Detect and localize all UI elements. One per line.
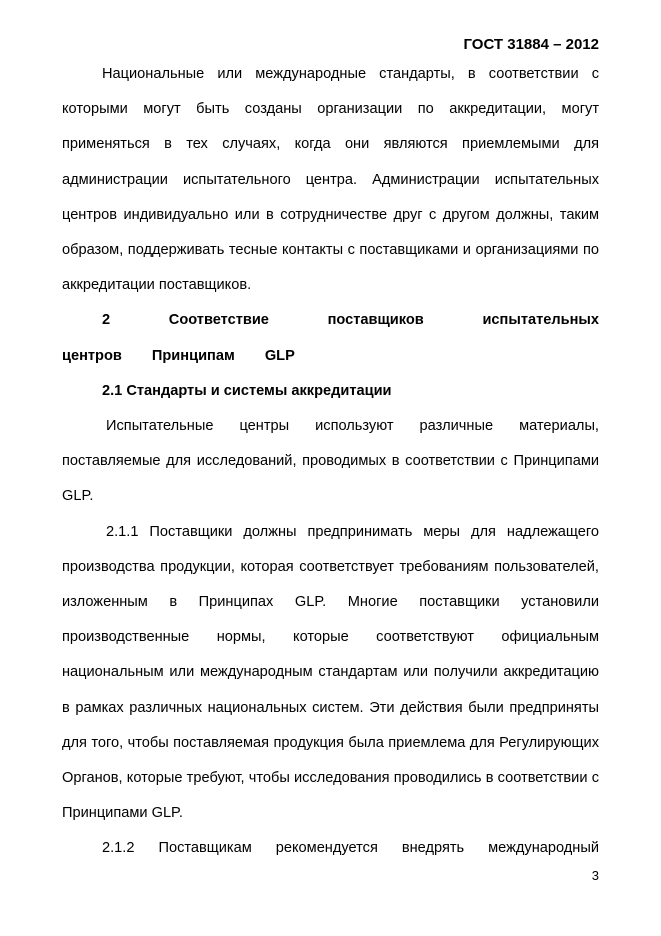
document-body bbox=[62, 57, 599, 867]
paragraph-2-1-1: 2.1.1 Поставщики должны предпринимать меры для надлежащего производства продукции, которая соответствует требованиям пользователей, изложенным в Принципах GLP. Многие поставщики установили производственные нормы, которые соответствуют официальным национальным или международным стандартам или получили аккредитацию в рамках различных национальных систем. Эти действия были предприняты для того, чтобы поставляемая продукция была приемлема для Регулирующих Органов, которые требуют, чтобы исследования проводились в соответствии с Принципами GLP. bbox=[62, 523, 599, 822]
subsection-heading-2-1: 2.1 Стандарты и системы аккредитации bbox=[102, 382, 392, 399]
page-number: 3 bbox=[591, 868, 599, 883]
standard-designation: ГОСТ 31884 – 2012 bbox=[463, 36, 599, 53]
paragraph-national-standards: Национальные или международные стандарты, в соответствии с которыми могут быть созданы организации по аккредитации, могут применяться в тех случаях, когда они являются приемлемыми для администрации испытательного центра. Администрации испытательных центров индивидуально или в сотрудничестве друг с другом должны, таким образом, поддерживать тесные контакты с поставщиками и организациями по аккредитации поставщиков. bbox=[62, 66, 599, 294]
paragraph-test-centers-materials: Испытательные центры используют различные материалы, поставляемые для исследований, проводимых в соответствии с Принципами GLP. bbox=[62, 418, 599, 505]
section-heading-2: 2 Соответствие поставщиков испытательных центров Принципам GLP bbox=[62, 312, 599, 364]
paragraph-2-1-2: 2.1.2 Поставщикам рекомендуется внедрять международный bbox=[102, 840, 599, 857]
